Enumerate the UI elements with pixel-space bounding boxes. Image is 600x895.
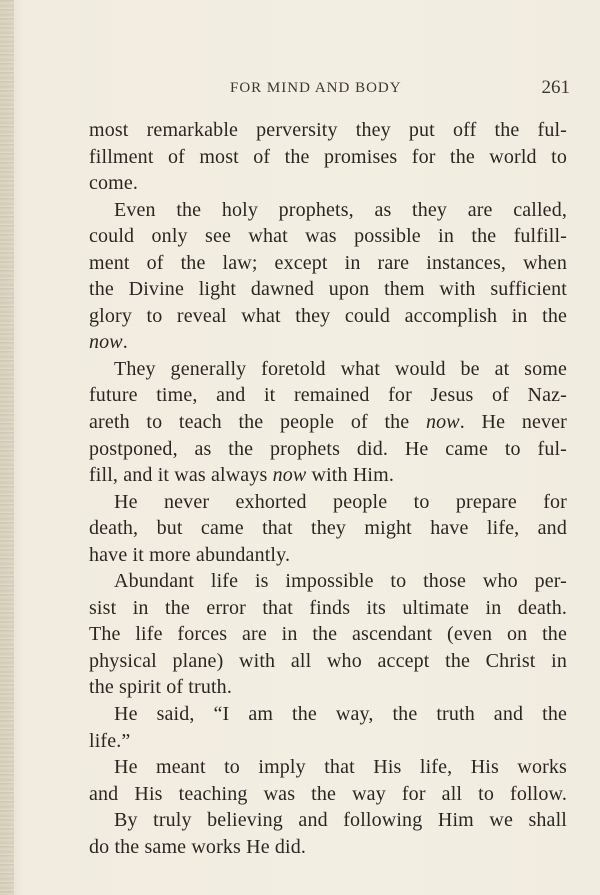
text-line: the spirit of truth. — [89, 676, 232, 699]
text-line: areth to teach the people of the now. He never — [89, 411, 567, 434]
text-line: ment of the law; except in rare instances, when — [89, 251, 567, 274]
text-line: fill, and it was always now with Him. — [89, 464, 394, 487]
text-line: the Divine light dawned upon them with sufficient — [89, 278, 567, 301]
text-line: come. — [89, 172, 139, 195]
text-line: He said, “I am the way, the truth and the — [114, 703, 567, 726]
text-line: He never exhorted people to prepare for — [114, 490, 567, 513]
italic-word: now — [89, 331, 123, 354]
text-line: and His teaching was the way for all to follow. — [89, 782, 567, 805]
text-line: Abundant life is impossible to those who per- — [114, 570, 567, 593]
text-line: By truly believing and following Him we shall — [114, 809, 567, 832]
text-line: death, but came that they might have life, and — [89, 517, 567, 540]
text-line: now. — [89, 331, 128, 354]
text-line: fillment of most of the promises for the world to — [89, 145, 567, 168]
body-text — [89, 117, 567, 860]
text-line: physical plane) with all who accept the Christ in — [89, 649, 567, 672]
text-line: do the same works He did. — [89, 835, 307, 858]
text-line: They generally foretold what would be at some — [114, 357, 567, 380]
text-line: glory to reveal what they could accomplish in the — [89, 304, 567, 327]
page-binding-edge — [0, 0, 14, 895]
page-header — [90, 77, 570, 102]
text-line: have it more abundantly. — [89, 543, 291, 566]
text-line: future time, and it remained for Jesus of Naz- — [89, 384, 567, 407]
text-line: most remarkable perversity they put off the ful- — [89, 119, 567, 141]
text-line: The life forces are in the ascendant (even on the — [89, 623, 567, 646]
text-line: could only see what was possible in the fulfill- — [89, 225, 567, 248]
text-line: life.” — [89, 729, 131, 752]
text-line: Even the holy prophets, as they are called, — [114, 198, 567, 221]
text-line: He meant to imply that His life, His works — [114, 756, 567, 779]
running-title: FOR MIND AND BODY — [230, 80, 402, 96]
italic-word: now — [425, 411, 460, 434]
page-number: 261 — [541, 77, 570, 98]
text-line: postponed, as the prophets did. He came to ful- — [89, 437, 567, 460]
italic-word: now — [272, 464, 307, 487]
text-line: sist in the error that finds its ultimate in death. — [89, 596, 567, 619]
